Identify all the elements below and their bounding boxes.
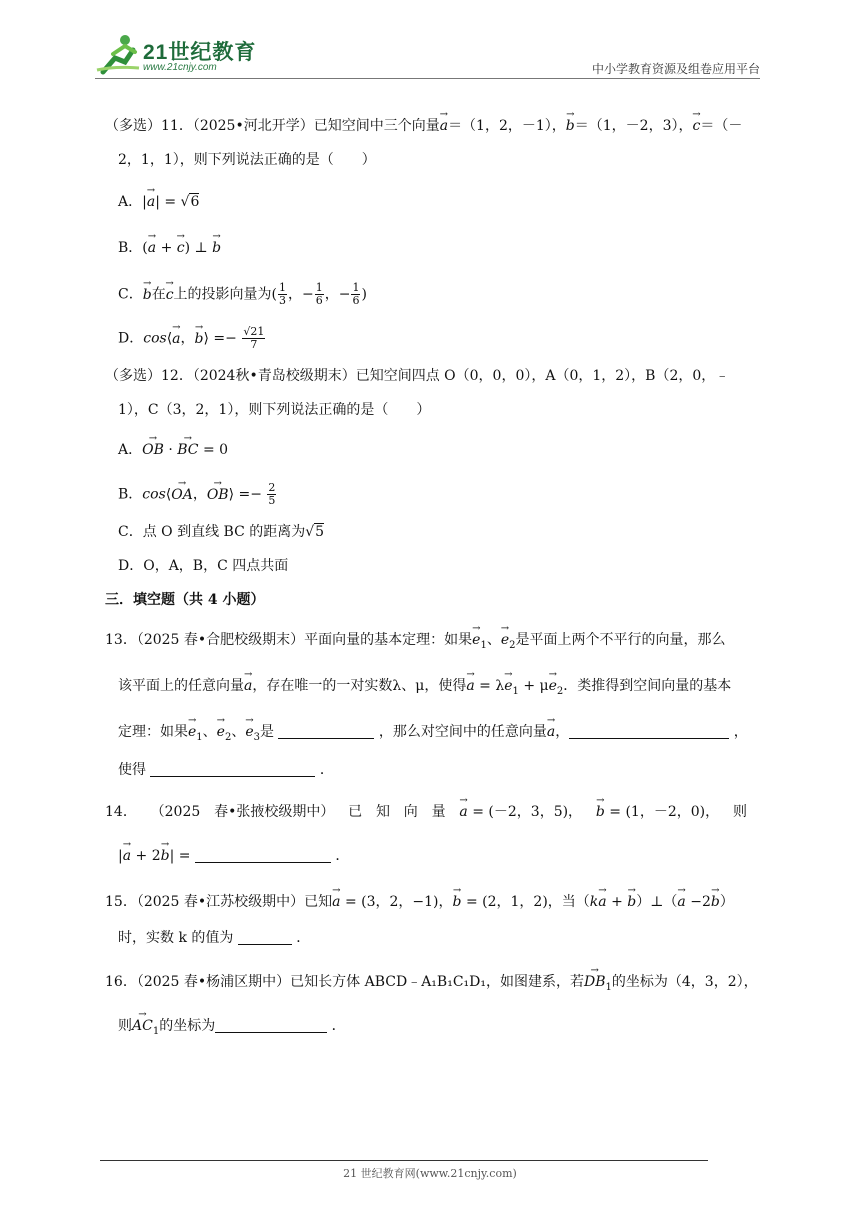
header-divider bbox=[95, 78, 760, 79]
q13-line4: 使得 ． bbox=[118, 762, 334, 778]
q13-line3: 定理：如果→ $e_1$、→ $e_2$、→ $e_3$是 ，那么对空间中的任意向量→ a， ， bbox=[118, 722, 748, 748]
q15-blank[interactable] bbox=[238, 930, 292, 945]
q12-line2: 1），C（3，2，1），则下列说法正确的是（ ） bbox=[118, 402, 431, 418]
q15-line2: 时，实数 k 的值为 ． bbox=[118, 930, 311, 946]
page-header bbox=[95, 30, 760, 78]
q13-blank-3[interactable] bbox=[150, 762, 315, 777]
q16-blank[interactable] bbox=[215, 1018, 327, 1033]
footer-divider bbox=[100, 1160, 708, 1161]
q14-line2: |→ a + 2→ b| = ． bbox=[118, 846, 349, 866]
footer-text: 21 世纪教育网(www.21cnjy.com) bbox=[343, 1167, 517, 1180]
q12-option-d: D．O，A，B，C 四点共面 bbox=[118, 558, 289, 574]
q13-line1: 13．（2025 春•合肥校级期末）平面向量的基本定理：如果→ $e_1$、→ $e_2$是平面上两个不平行的向量，那么 bbox=[105, 630, 726, 656]
q14-blank[interactable] bbox=[195, 848, 331, 863]
q13-line2: 该平面上的任意向量→ a，存在唯一的一对实数λ、μ，使得→ $a = \lambda\to e_1 + \mu\to e_2$．类推得到空间向量的基本 bbox=[118, 676, 731, 702]
section-heading: 三．填空题（共 4 小题） bbox=[105, 592, 265, 608]
header-platform-text: 中小学教育资源及组卷应用平台 bbox=[591, 62, 760, 76]
q16-line1: 16．（2025 春•杨浦区期中）已知长方体 ABCD﹣A₁B₁C₁D₁，如图建系，若→ $DB_1$的坐标为（4，3，2）， bbox=[105, 972, 758, 998]
q11-line1: （多选）11．（2025•河北开学）已知空间中三个向量→ a＝（1，2，－1），→ b＝（1，－2，3），→ c＝（－ bbox=[105, 116, 742, 136]
q14-line1: 14． （2025 春•张掖校级期中） 已 知 向 量 → a = (－2，3，5)， → b = (1，－2，0)， 则 bbox=[105, 802, 747, 822]
q16-line2: 则→ $AC_1$的坐标为 ． bbox=[118, 1016, 346, 1042]
q11-option-a: A．|→ a| = √6 bbox=[118, 192, 199, 212]
logo bbox=[95, 32, 265, 76]
q11-option-c: C．→ b在→ c上的投影向量为( $\frac{1}{3}$ ，− $\frac{1}{6}$ ，− $\frac{1}{6}$ ) bbox=[118, 282, 367, 307]
q12-option-c: C．点 O 到直线 BC 的距离为√5 bbox=[118, 524, 325, 540]
runner-logo-icon bbox=[95, 32, 141, 76]
q11-option-d: D．cos⟨→ a，→ b⟩ =− $\frac{√21}{7}$ bbox=[118, 326, 266, 351]
q11-option-b: B．(→ a + → c) ⊥ → b bbox=[118, 238, 221, 258]
q12-option-a: A．→ OB · → BC = 0 bbox=[118, 440, 228, 460]
q13-blank-2[interactable] bbox=[569, 724, 729, 739]
q11-line2: 2，1，1），则下列说法正确的是（ ） bbox=[118, 152, 376, 168]
q12-line1: （多选）12．（2024秋•青岛校级期末）已知空间四点 O（0，0，0），A（0，1，2），B（2，0，﹣ bbox=[105, 368, 730, 384]
q13-blank-1[interactable] bbox=[278, 724, 374, 739]
q12-option-b: B．cos⟨→ OA，→ OB⟩ =− $\frac{2}{5}$ bbox=[118, 482, 277, 507]
logo-url: www.21cnjy.com bbox=[143, 62, 217, 73]
logo-text: 21世纪教育 bbox=[143, 41, 257, 64]
q15-line1: 15．（2025 春•江苏校级期中）已知→ a = (3，2，−1)，→ b = (2，1，2)，当（k→ a + → b）⊥（→ a −2→ b） bbox=[105, 892, 734, 912]
